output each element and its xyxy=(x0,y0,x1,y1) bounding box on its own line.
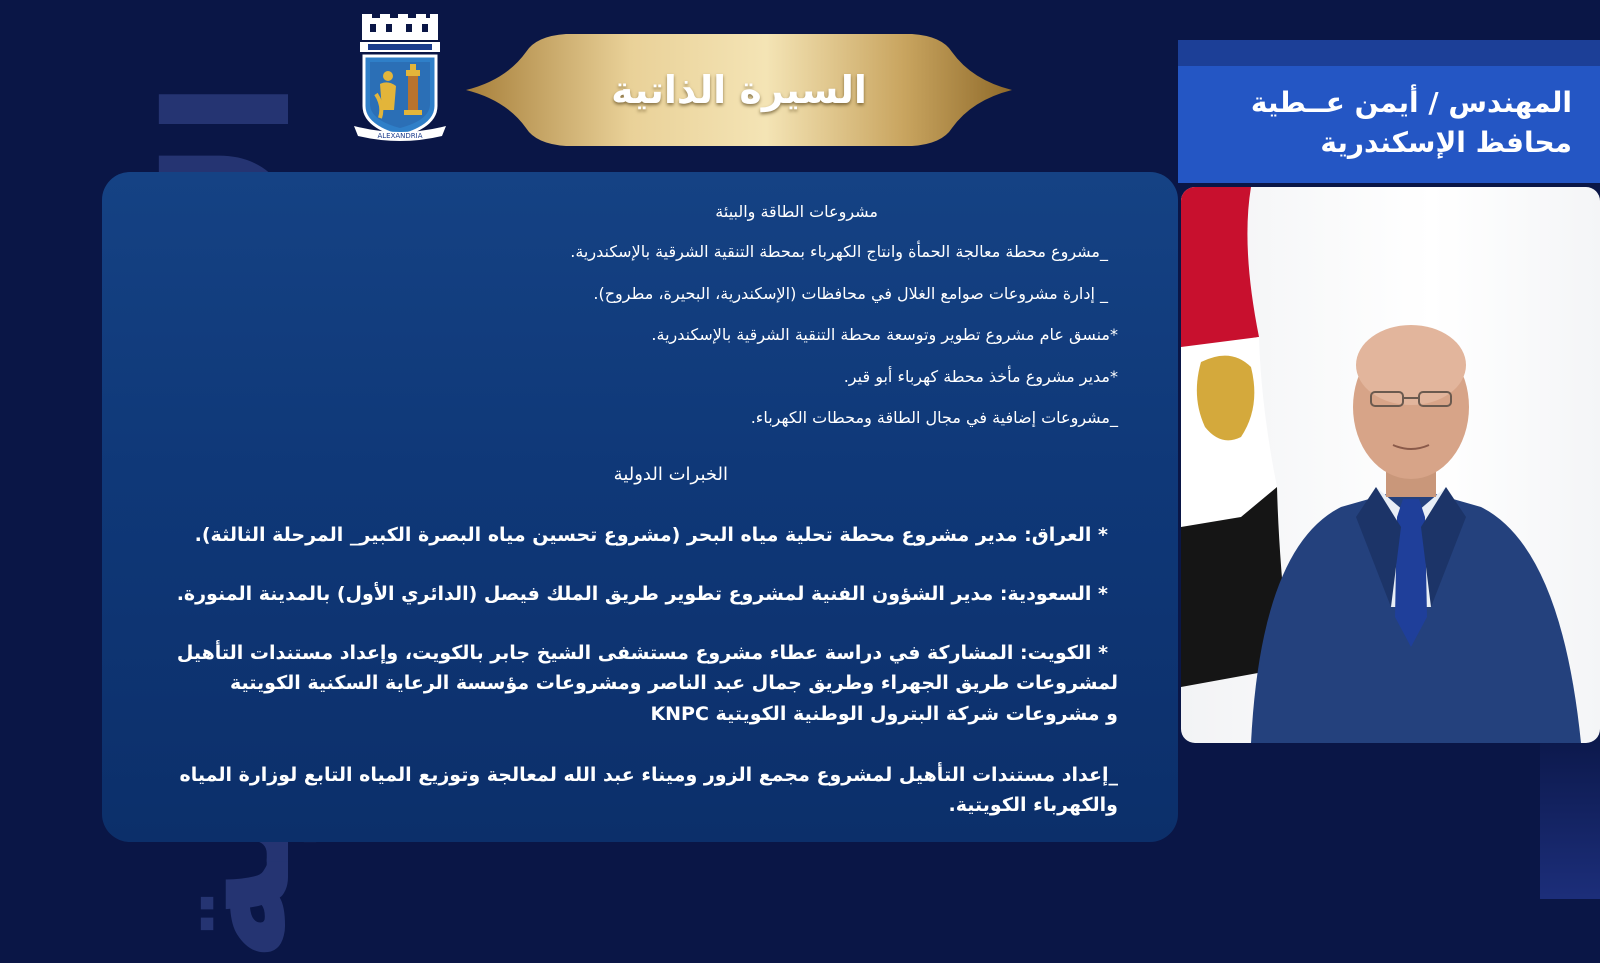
crest-label: ALEXANDRIA xyxy=(377,132,423,140)
profile-name-panel xyxy=(1178,40,1600,183)
page-title: السيرة الذاتية xyxy=(611,68,867,112)
kuwait-experience-line-2: لمشروعات طريق الجهراء وطريق جمال عبد الناصر ومشروعات مؤسسة الرعاية السكنية الكويتية xyxy=(229,672,1118,694)
saudi-experience: * السعودية: مدير الشؤون الفنية لمشروع تطوير طريق الملك فيصل (الدائري الأول) بالمدينة المنورة. xyxy=(176,583,1108,605)
kuwait-experience-line-1: * الكويت: المشاركة في دراسة عطاء مشروع مستشفى الشيخ جابر بالكويت، وإعداد مستندات التأهيل xyxy=(176,642,1108,664)
international-section-heading: الخبرات الدولية xyxy=(613,464,728,485)
iraq-experience: * العراق: مدير مشروع محطة تحلية مياه البحر (مشروع تحسين مياه البصرة الكبير_ المرحلة الثالثة). xyxy=(194,524,1108,546)
content-card xyxy=(102,172,1178,842)
energy-item-4: *مدير مشروع مأخذ محطة كهرباء أبو قير. xyxy=(843,367,1118,386)
profile-name: المهندس / أيمن عــطية xyxy=(1250,86,1572,119)
decorative-corner xyxy=(1540,719,1600,899)
profile-photo xyxy=(1181,187,1600,743)
water-project-line-1: _إعداد مستندات التأهيل لمشروع مجمع الزور وميناء عبد الله لمعالجة وتوزيع المياه التابع لوزارة المياه xyxy=(179,764,1118,786)
profile-position: محافظ الإسكندرية xyxy=(1320,126,1572,159)
energy-item-5: _مشروعات إضافية في مجال الطاقة ومحطات الكهرباء. xyxy=(750,408,1118,427)
energy-item-2: _ إدارة مشروعات صوامع الغلال في محافظات (الإسكندرية، البحيرة، مطروح). xyxy=(593,284,1108,303)
kuwait-experience-line-3: و مشروعات شركة البترول الوطنية الكويتية KNPC xyxy=(650,703,1118,725)
energy-item-3: *منسق عام مشروع تطوير وتوسعة محطة التنقية الشرقية بالإسكندرية. xyxy=(651,325,1118,344)
water-project-line-2: والكهرباء الكويتية. xyxy=(948,794,1118,816)
alexandria-crest-logo xyxy=(350,14,450,144)
energy-section-heading: مشروعات الطاقة والبيئة xyxy=(715,202,878,221)
energy-item-1: _مشروع محطة معالجة الحمأة وانتاج الكهرباء بمحطة التنقية الشرقية بالإسكندرية. xyxy=(570,242,1108,261)
